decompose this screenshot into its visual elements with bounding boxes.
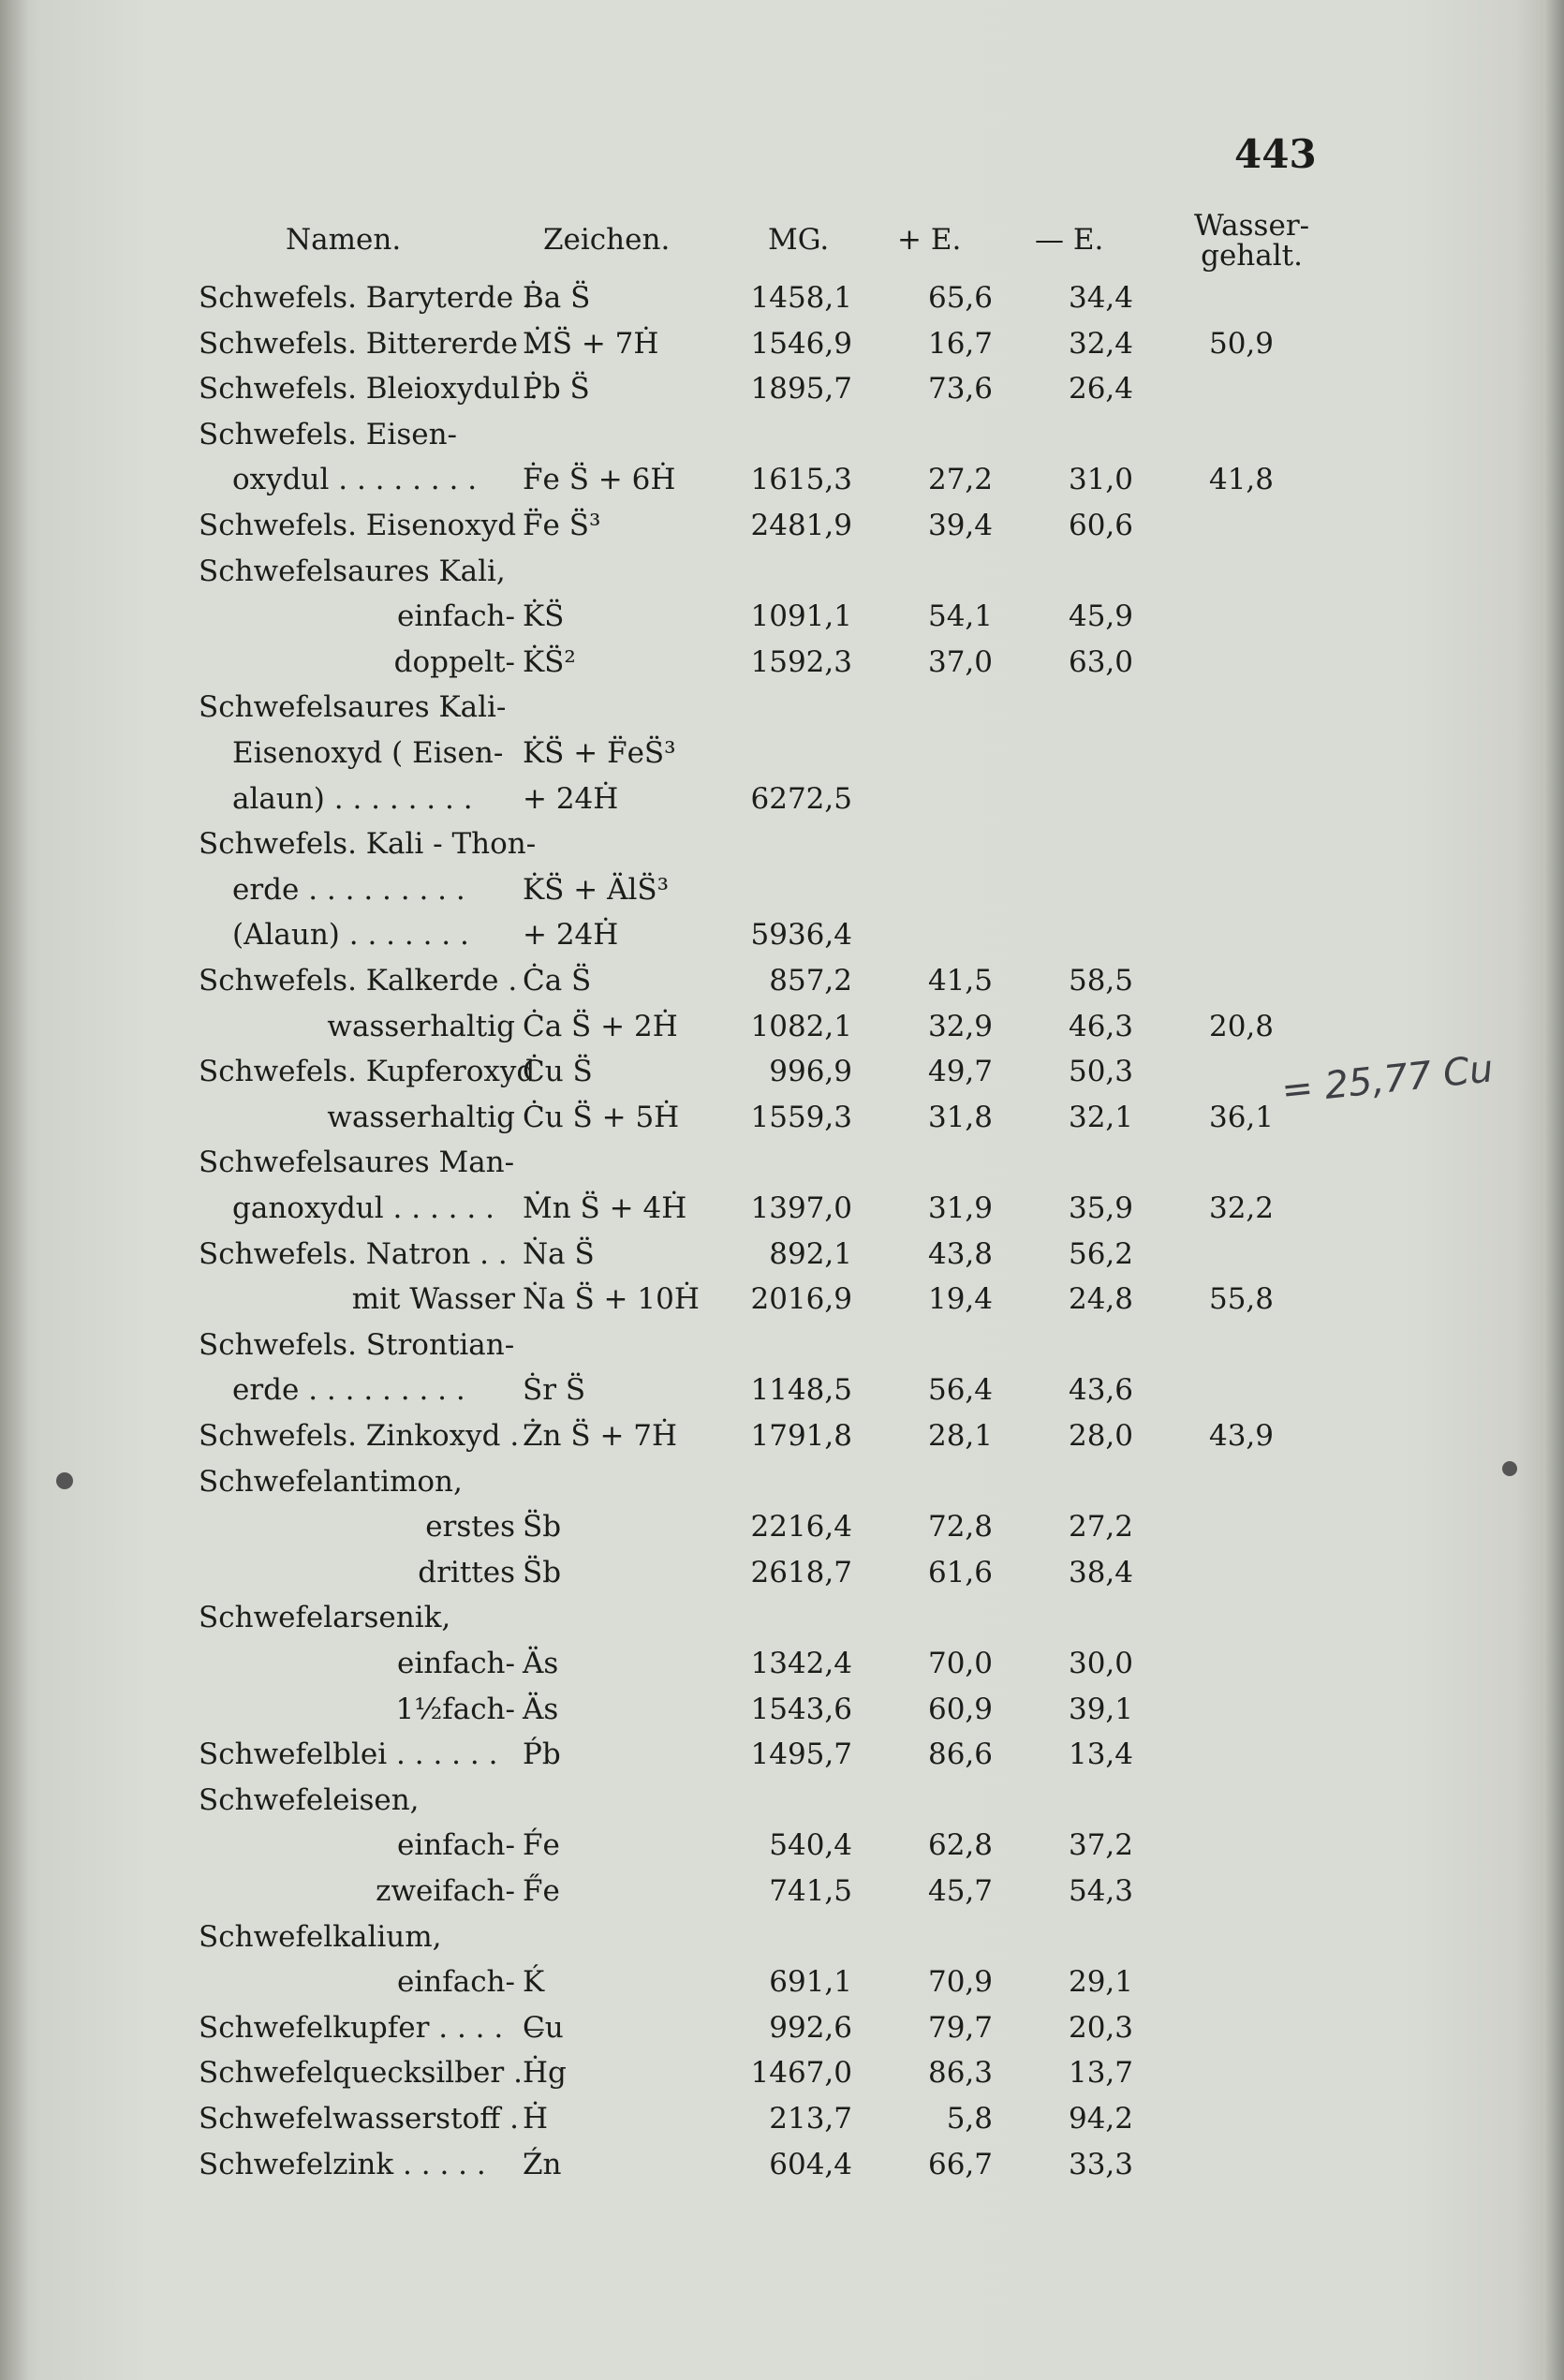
cell-water: 41,8 [1208, 463, 1274, 497]
cell-plus-e: 72,8 [927, 1510, 993, 1545]
cell-mg: 604,4 [769, 2147, 852, 2181]
cell-formula: Ṗb S̈ [523, 372, 590, 407]
cell-minus-e: 32,4 [1068, 326, 1133, 361]
cell-water: 20,8 [1208, 1009, 1274, 1043]
cell-name: einfach- [397, 599, 515, 634]
cell-name: erde . . . . . . . . . [232, 872, 465, 907]
cell-name: erde . . . . . . . . . [232, 1373, 465, 1408]
cell-plus-e: 70,0 [927, 1647, 993, 1680]
cell-mg: 1082,1 [750, 1009, 852, 1043]
cell-name: wasserhaltig [327, 1009, 515, 1043]
cell-formula: Ṅa S̈ [523, 1236, 595, 1271]
cell-name: ganoxydul . . . . . . [232, 1191, 494, 1225]
cell-name: Schwefels. Eisenoxyd [199, 509, 517, 542]
cell-name: drittes [418, 1555, 515, 1589]
cell-minus-e: 33,3 [1068, 2147, 1133, 2181]
cell-plus-e: 45,7 [927, 1874, 993, 1908]
table-row [0, 1373, 1564, 1416]
cell-plus-e: 31,8 [927, 1100, 993, 1134]
table-row [0, 1693, 1564, 1736]
cell-plus-e: 86,6 [927, 1737, 993, 1772]
cell-mg: 741,5 [769, 1874, 852, 1908]
cell-formula: S̈b [523, 1510, 562, 1545]
cell-minus-e: 58,5 [1068, 964, 1133, 998]
cell-plus-e: 65,6 [927, 281, 993, 315]
table-row [0, 327, 1564, 370]
cell-mg: 892,1 [769, 1236, 852, 1271]
cell-name: zweifach- [376, 1874, 515, 1908]
cell-name: Schwefelkupfer . . . . [199, 2010, 504, 2045]
cell-name: Schwefelkalium, [199, 1919, 442, 1954]
cell-mg: 1559,3 [750, 1100, 852, 1134]
cell-formula: F́e [523, 1828, 560, 1863]
cell-minus-e: 34,4 [1068, 281, 1133, 315]
table-row [0, 782, 1564, 825]
cell-mg: 1148,5 [750, 1373, 852, 1408]
table-row [0, 1465, 1564, 1508]
cell-formula: F̈e S̈³ [523, 509, 601, 542]
page-number: 443 [1234, 131, 1317, 177]
table-row [0, 1737, 1564, 1781]
cell-formula: K̇S̈ + F̈eS̈³ [523, 736, 676, 770]
cell-formula: F̋e [523, 1874, 560, 1908]
table-row [0, 281, 1564, 324]
cell-formula: Ṅa S̈ + 10Ḣ [523, 1282, 700, 1317]
col-header-plus-e: + E. [897, 223, 962, 257]
cell-mg: 996,9 [769, 1055, 852, 1089]
cell-plus-e: 16,7 [927, 326, 993, 361]
table-row [0, 1965, 1564, 2008]
cell-formula: Ḟe S̈ + 6Ḣ [523, 463, 676, 497]
col-header-sign: Zeichen. [543, 223, 671, 257]
cell-formula: K̇S̈ [523, 599, 565, 634]
cell-minus-e: 13,4 [1068, 1737, 1133, 1772]
cell-formula: Ċu S̈ [523, 1055, 593, 1089]
cell-mg: 1397,0 [750, 1191, 852, 1225]
cell-formula: + 24Ḣ [523, 918, 619, 953]
cell-minus-e: 26,4 [1068, 372, 1133, 407]
cell-name: Schwefels. Kalkerde . [199, 964, 518, 998]
cell-mg: 1495,7 [750, 1737, 852, 1772]
cell-name: einfach- [397, 1965, 515, 2000]
cell-mg: 6272,5 [750, 781, 852, 816]
cell-minus-e: 30,0 [1068, 1647, 1133, 1680]
cell-formula: Ṁn S̈ + 4Ḣ [523, 1191, 687, 1225]
cell-name: einfach- [397, 1647, 515, 1680]
col-header-mg: MG. [768, 223, 830, 257]
cell-name: Schwefelantimon, [199, 1464, 463, 1499]
cell-formula: C̶u [523, 2010, 564, 2045]
cell-name: Schwefelquecksilber . [199, 2056, 523, 2091]
cell-mg: 857,2 [769, 964, 852, 998]
cell-formula: Ṡr S̈ [523, 1373, 586, 1408]
handwritten-annotation: = 25,77 Cu [1279, 1047, 1496, 1113]
cell-mg: 992,6 [769, 2010, 852, 2045]
table-row [0, 873, 1564, 916]
cell-minus-e: 27,2 [1068, 1510, 1133, 1545]
table-row [0, 1282, 1564, 1325]
cell-minus-e: 43,6 [1068, 1373, 1133, 1408]
cell-water: 50,9 [1208, 326, 1274, 361]
cell-formula: Ḣ [523, 2102, 549, 2136]
cell-name: Schwefelsaures Kali- [199, 690, 507, 725]
cell-name: Schwefels. Kali - Thon- [199, 827, 537, 862]
table-row [0, 645, 1564, 688]
table-row [0, 1146, 1564, 1189]
table-row [0, 418, 1564, 461]
cell-name: doppelt- [393, 644, 515, 679]
cell-mg: 2016,9 [750, 1282, 852, 1317]
cell-formula: Źn [523, 2147, 562, 2181]
cell-mg: 1458,1 [750, 281, 852, 315]
cell-formula: Ḃa S̈ [523, 281, 591, 315]
cell-plus-e: 66,7 [927, 2147, 993, 2181]
cell-mg: 213,7 [769, 2102, 852, 2136]
cell-name: Schwefeleisen, [199, 1782, 420, 1817]
cell-minus-e: 63,0 [1068, 644, 1133, 679]
cell-minus-e: 35,9 [1068, 1191, 1133, 1225]
cell-minus-e: 31,0 [1068, 463, 1133, 497]
cell-mg: 5936,4 [750, 918, 852, 953]
table-row [0, 2102, 1564, 2145]
cell-name: Schwefels. Strontian- [199, 1327, 515, 1362]
cell-mg: 1342,4 [750, 1647, 852, 1680]
cell-minus-e: 29,1 [1068, 1965, 1133, 2000]
cell-water: 43,9 [1208, 1419, 1274, 1453]
table-row [0, 1328, 1564, 1371]
cell-plus-e: 61,6 [927, 1555, 993, 1589]
cell-plus-e: 5,8 [946, 2102, 993, 2136]
cell-formula: ṀS̈ + 7Ḣ [523, 326, 659, 361]
cell-mg: 540,4 [769, 1828, 852, 1863]
cell-name: Schwefelzink . . . . . [199, 2147, 486, 2181]
cell-plus-e: 73,6 [927, 372, 993, 407]
cell-name: (Alaun) . . . . . . . [232, 918, 469, 953]
cell-plus-e: 37,0 [927, 644, 993, 679]
cell-name: Schwefels. Bleioxydul . [199, 372, 539, 407]
cell-plus-e: 56,4 [927, 1373, 993, 1408]
cell-plus-e: 49,7 [927, 1055, 993, 1089]
table-row [0, 1828, 1564, 1871]
table-row [0, 1191, 1564, 1234]
cell-plus-e: 60,9 [927, 1692, 993, 1726]
cell-mg: 1615,3 [750, 463, 852, 497]
cell-name: Schwefels. Bittererde . [199, 326, 537, 361]
cell-mg: 2216,4 [750, 1510, 852, 1545]
cell-plus-e: 19,4 [927, 1282, 993, 1317]
cell-name: 1½fach- [395, 1692, 515, 1726]
table-row [0, 554, 1564, 598]
cell-name: Schwefelarsenik, [199, 1601, 451, 1635]
cell-formula: Ċa S̈ [523, 964, 592, 998]
cell-name: Schwefelblei . . . . . . [199, 1737, 498, 1772]
cell-name: Schwefels. Kupferoxyd [199, 1055, 536, 1089]
cell-water: 55,8 [1208, 1282, 1274, 1317]
col-header-water-l2: gehalt. [1201, 239, 1303, 273]
table-row [0, 2011, 1564, 2054]
table-row [0, 1647, 1564, 1690]
cell-name: alaun) . . . . . . . . [232, 781, 473, 816]
cell-plus-e: 70,9 [927, 1965, 993, 2000]
cell-mg: 1895,7 [750, 372, 852, 407]
cell-name: Schwefels. Eisen- [199, 417, 458, 451]
cell-minus-e: 20,3 [1068, 2010, 1133, 2045]
col-header-water-l1: Wasser- [1194, 209, 1310, 243]
table-row [0, 964, 1564, 1007]
cell-plus-e: 79,7 [927, 2010, 993, 2045]
cell-mg: 1592,3 [750, 644, 852, 679]
table-row [0, 2148, 1564, 2191]
cell-formula: K̇S̈ + ÄlS̈³ [523, 872, 670, 907]
cell-plus-e: 54,1 [927, 599, 993, 634]
cell-minus-e: 46,3 [1068, 1009, 1133, 1043]
cell-plus-e: 62,8 [927, 1828, 993, 1863]
cell-name: Schwefelsaures Man- [199, 1146, 515, 1180]
table-row [0, 1601, 1564, 1644]
cell-mg: 1546,9 [750, 326, 852, 361]
cell-plus-e: 31,9 [927, 1191, 993, 1225]
table-row [0, 918, 1564, 961]
table-row [0, 1419, 1564, 1462]
col-header-names: Namen. [286, 223, 402, 257]
table-row [0, 1920, 1564, 1963]
cell-name: einfach- [397, 1828, 515, 1863]
cell-name: mit Wasser [351, 1282, 515, 1317]
cell-formula: Äs [523, 1692, 559, 1726]
table-row [0, 2056, 1564, 2099]
cell-formula: Ċa S̈ + 2Ḣ [523, 1009, 678, 1043]
cell-formula: Ċu S̈ + 5Ḣ [523, 1100, 680, 1134]
cell-name: Schwefels. Zinkoxyd . [199, 1419, 520, 1453]
cell-minus-e: 54,3 [1068, 1874, 1133, 1908]
cell-water: 32,2 [1208, 1191, 1274, 1225]
table-row [0, 1874, 1564, 1917]
cell-water: 36,1 [1208, 1100, 1274, 1134]
cell-name: wasserhaltig [327, 1100, 515, 1134]
cell-plus-e: 41,5 [927, 964, 993, 998]
cell-formula: S̈b [523, 1555, 562, 1589]
cell-minus-e: 60,6 [1068, 509, 1133, 542]
cell-minus-e: 24,8 [1068, 1282, 1133, 1317]
cell-minus-e: 94,2 [1068, 2102, 1133, 2136]
cell-minus-e: 37,2 [1068, 1828, 1133, 1863]
table-row [0, 690, 1564, 733]
cell-name: Schwefels. Baryterde . [199, 281, 532, 315]
cell-mg: 1091,1 [750, 599, 852, 634]
cell-formula: Żn S̈ + 7Ḣ [523, 1419, 678, 1453]
cell-name: Schwefelwasserstoff . [199, 2102, 519, 2136]
cell-mg: 1791,8 [750, 1419, 852, 1453]
cell-mg: 691,1 [769, 1965, 852, 2000]
cell-formula: Ḱ [523, 1965, 545, 2000]
cell-minus-e: 56,2 [1068, 1236, 1133, 1271]
cell-minus-e: 50,3 [1068, 1055, 1133, 1089]
cell-name: erstes [425, 1510, 515, 1545]
table-row [0, 1010, 1564, 1053]
table-row [0, 736, 1564, 779]
cell-plus-e: 39,4 [927, 509, 993, 542]
cell-mg: 2481,9 [750, 509, 852, 542]
table-row [0, 463, 1564, 506]
table-row [0, 372, 1564, 415]
cell-formula: Äs [523, 1647, 559, 1680]
cell-plus-e: 27,2 [927, 463, 993, 497]
col-header-minus-e: — E. [1035, 223, 1104, 257]
table-row [0, 1237, 1564, 1280]
table-row [0, 827, 1564, 870]
cell-formula: K̇S̈² [523, 644, 576, 679]
table-row [0, 599, 1564, 643]
table-row [0, 1783, 1564, 1826]
cell-mg: 1467,0 [750, 2056, 852, 2091]
cell-name: Schwefelsaures Kali, [199, 554, 506, 588]
table-row [0, 1556, 1564, 1599]
cell-mg: 2618,7 [750, 1555, 852, 1589]
table-row [0, 1510, 1564, 1553]
cell-minus-e: 28,0 [1068, 1419, 1133, 1453]
cell-plus-e: 86,3 [927, 2056, 993, 2091]
cell-minus-e: 32,1 [1068, 1100, 1133, 1134]
col-header-water [1194, 211, 1309, 271]
cell-minus-e: 45,9 [1068, 599, 1133, 634]
cell-name: oxydul . . . . . . . . [232, 463, 478, 497]
cell-plus-e: 32,9 [927, 1009, 993, 1043]
table-row [0, 509, 1564, 552]
cell-minus-e: 13,7 [1068, 2056, 1133, 2091]
cell-name: Schwefels. Natron . . [199, 1236, 508, 1271]
cell-minus-e: 39,1 [1068, 1692, 1133, 1726]
cell-formula: + 24Ḣ [523, 781, 619, 816]
cell-formula: Ṕb [523, 1737, 561, 1772]
cell-formula: Ḣg [523, 2056, 567, 2091]
cell-name: Eisenoxyd ( Eisen- [232, 736, 504, 770]
cell-minus-e: 38,4 [1068, 1555, 1133, 1589]
cell-plus-e: 28,1 [927, 1419, 993, 1453]
cell-mg: 1543,6 [750, 1692, 852, 1726]
cell-plus-e: 43,8 [927, 1236, 993, 1271]
